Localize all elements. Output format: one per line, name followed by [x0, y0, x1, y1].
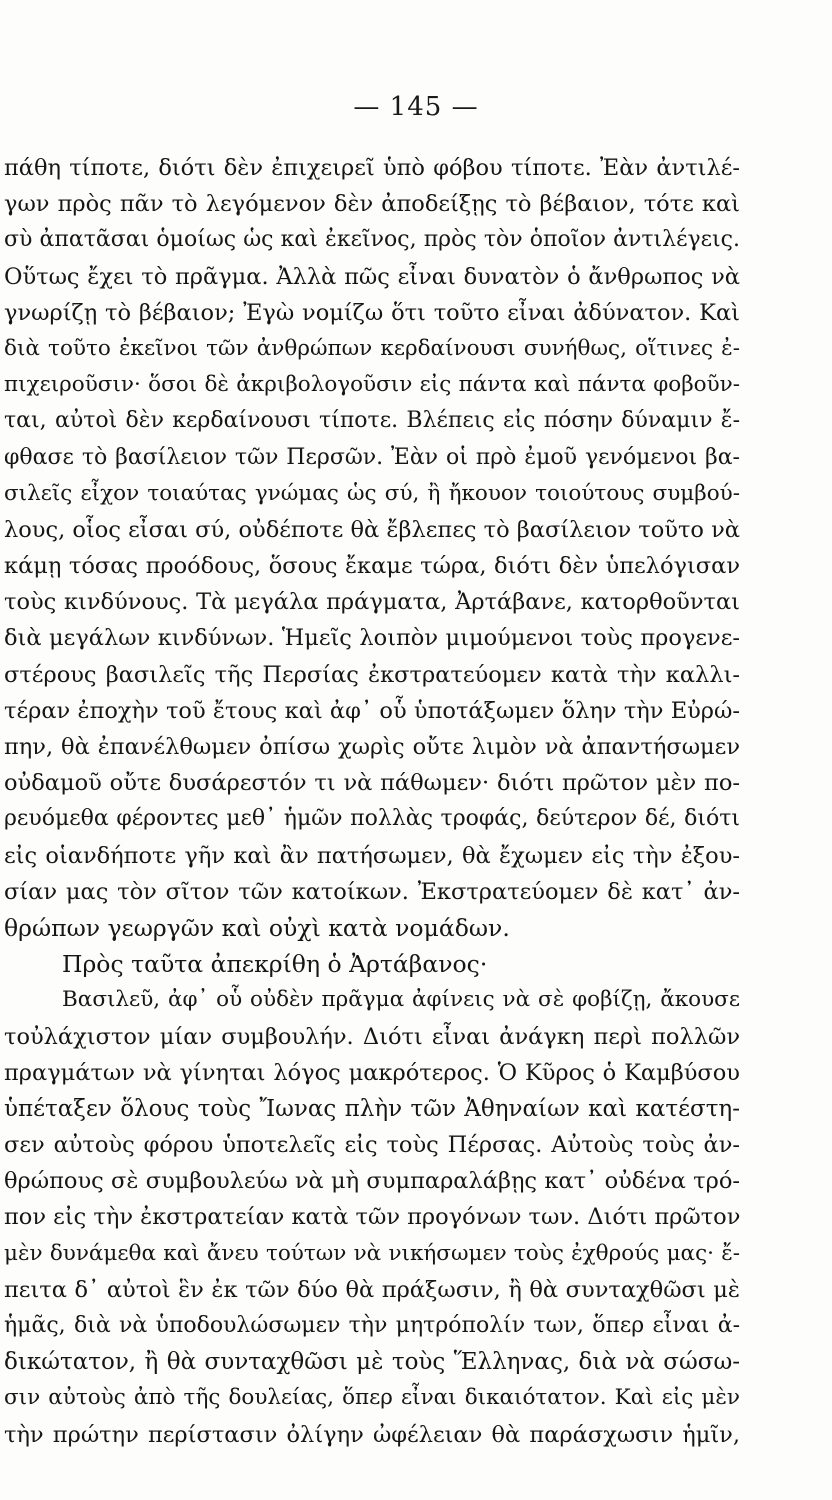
text-line: θρώπους σὲ συμβουλεύω νὰ μὴ συμπαραλάβῃς κατ᾽ οὐδένα τρό- — [4, 1168, 740, 1195]
text-line: κάμῃ τόσας προόδους, ὅσους ἔκαμε τώρα, διότι δὲν ὑπελόγισαν — [4, 553, 740, 580]
text-line: οὐδαμοῦ οὔτε δυσάρεστόν τι νὰ πάθωμεν· διότι πρῶτον μὲν πο- — [4, 770, 740, 797]
text-line: πειτα δ᾽ αὐτοὶ ἓν ἐκ τῶν δύο θὰ πράξωσιν, ἢ θὰ συνταχθῶσι μὲ — [4, 1276, 740, 1303]
text-line: λους, οἷος εἶσαι σύ, οὐδέποτε θὰ ἔβλεπες τὸ βασίλειον τοῦτο νὰ — [4, 516, 740, 543]
text-line: σίαν μας τὸν σῖτον τῶν κατοίκων. Ἐκστρατεύομεν δὲ κατ᾽ ἀν- — [4, 878, 740, 905]
text-line: σιλεῖς εἶχον τοιαύτας γνώμας ὡς σύ, ἢ ἤκουον τοιούτους συμβού- — [4, 480, 740, 506]
text-line: ἡμᾶς, διὰ νὰ ὑποδουλώσωμεν τὴν μητρόπολίν των, ὅπερ εἶναι ἀ- — [4, 1313, 740, 1338]
text-line: τέραν ἐποχὴν τοῦ ἔτους καὶ ἀφ᾽ οὗ ὑποτάξωμεν ὅλην τὴν Εὐρώ- — [4, 697, 740, 724]
text-line: εἰς οἱανδήποτε γῆν καὶ ἂν πατήσωμεν, θὰ ἔχωμεν εἰς τὴν ἐξου- — [4, 842, 740, 869]
text-line: γων πρὸς πᾶν τὸ λεγόμενον δὲν ἀποδείξῃς τὸ βέβαιον, τότε καὶ — [4, 191, 740, 218]
page-number: — 145 — — [353, 92, 479, 122]
text-line: φθασε τὸ βασίλειον τῶν Περσῶν. Ἐὰν οἱ πρὸ ἐμοῦ γενόμενοι βα- — [4, 444, 740, 470]
text-line: στέρους βασιλεῖς τῆς Περσίας ἐκστρατεύομεν κατὰ τὴν καλλι- — [4, 661, 740, 688]
text-line: σὺ ἀπατᾶσαι ὁμοίως ὡς καὶ ἐκεῖνος, πρὸς τὸν ὁποῖον ἀντιλέγεις. — [4, 227, 740, 253]
text-line: τὴν πρώτην περίστασιν ὀλίγην ὠφέλειαν θὰ παράσχωσιν ἡμῖν, — [4, 1421, 740, 1448]
text-line: πον εἰς τὴν ἐκστρατείαν κατὰ τῶν προγόνων των. Διότι πρῶτον — [4, 1204, 740, 1231]
paragraph-line: Πρὸς ταῦτα ἀπεκρίθη ὁ Ἀρτάβανος· — [62, 950, 488, 979]
text-line: ρευόμεθα φέροντες μεθ᾽ ἡμῶν πολλὰς τροφάς, δεύτερον δέ, διότι — [4, 806, 740, 832]
paragraph-end-line: θρώπων γεωργῶν καὶ οὐχὶ κατὰ νομάδων. — [4, 913, 510, 942]
text-line: πάθη τίποτε, διότι δὲν ἐπιχειρεῖ ὑπὸ φόβου τίποτε. Ἐὰν ἀντιλέ- — [4, 155, 740, 181]
text-line: πιχειροῦσιν· ὅσοι δὲ ἀκριβολογοῦσιν εἰς πάντα καὶ πάντα φοβοῦν- — [4, 372, 740, 398]
text-line: ται, αὐτοὶ δὲν κερδαίνουσι τίποτε. Βλέπεις εἰς πόσην δύναμιν ἔ- — [4, 408, 740, 434]
text-line: πραγμάτων νὰ γίνηται λόγος μακρότερος. Ὁ Κῦρος ὁ Καμβύσου — [4, 1059, 740, 1086]
body-text — [4, 150, 740, 1453]
text-line: γνωρίζῃ τὸ βέβαιον; Ἐγὼ νομίζω ὅτι τοῦτο εἶναι ἀδύνατον. Καὶ — [4, 299, 740, 326]
text-line: μὲν δυνάμεθα καὶ ἄνευ τούτων νὰ νικήσωμεν τοὺς ἐχθρούς μας· ἔ- — [4, 1240, 740, 1266]
text-line: πην, θὰ ἐπανέλθωμεν ὀπίσω χωρὶς οὔτε λιμὸν νὰ ἀπαντήσωμεν — [4, 734, 740, 760]
text-line: σιν αὐτοὺς ἀπὸ τῆς δουλείας, ὅπερ εἶναι δικαιότατον. Καὶ εἰς μὲν — [4, 1385, 740, 1411]
paragraph-first-line: Βασιλεῦ, ἀφ᾽ οὗ οὐδὲν πρᾶγμα ἀφίνεις νὰ σὲ φοβίζῃ, ἄκουσε — [62, 987, 740, 1013]
text-line: τοὐλάχιστον μίαν συμβουλήν. Διότι εἶναι ἀνάγκη περὶ πολλῶν — [4, 1023, 740, 1050]
text-line: τοὺς κινδύνους. Τὰ μεγάλα πράγματα, Ἀρτάβανε, κατορθοῦνται — [4, 589, 740, 616]
text-line: σεν αὐτοὺς φόρου ὑποτελεῖς εἰς τοὺς Πέρσας. Αὐτοὺς τοὺς ἀν- — [4, 1132, 740, 1159]
text-line: Οὕτως ἔχει τὸ πρᾶγμα. Ἀλλὰ πῶς εἶναι δυνατὸν ὁ ἄνθρωπος νὰ — [4, 263, 740, 290]
text-line: διὰ μεγάλων κινδύνων. Ἡμεῖς λοιπὸν μιμούμενοι τοὺς προγενε- — [4, 625, 740, 652]
text-line: δικώτατον, ἢ θὰ συνταχθῶσι μὲ τοὺς Ἕλληνας, διὰ νὰ σώσω- — [4, 1349, 740, 1376]
text-line: ὑπέταξεν ὅλους τοὺς Ἴωνας πλὴν τῶν Ἀθηναίων καὶ κατέστη- — [4, 1095, 740, 1122]
text-line: διὰ τοῦτο ἐκεῖνοι τῶν ἀνθρώπων κερδαίνουσι συνήθως, οἵτινες ἐ- — [4, 335, 740, 361]
